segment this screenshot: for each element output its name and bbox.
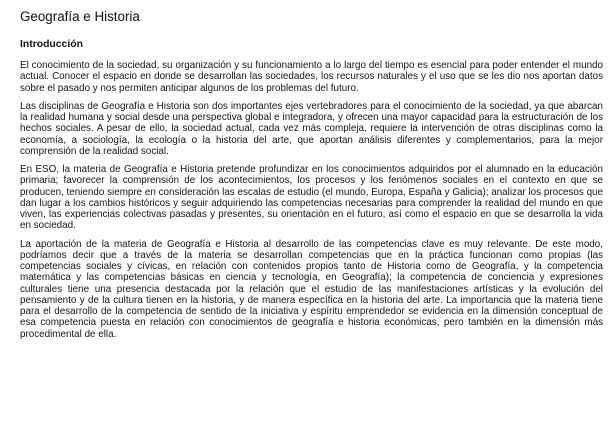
section-heading: Introducción — [20, 39, 83, 50]
page-title: Geografía e Historia — [20, 9, 140, 24]
paragraph: La aportación de la materia de Geografía e Historia al desarrollo de las competencias clave es muy relevante. De este modo, podríamos decir que a través de la materia se desarrollan competencias que en la práctica funcionan como propias (las competencias sociales y cívicas, en relación con contenidos propios tanto de Historia como de Geografía, y la competencia matemática y las competencias básicas en ciencia y tecnología, en Geografía); la competencia de conciencia y expresiones culturales tiene una presencia destacada por la relación que el estudio de las manifestaciones artísticas y la evolución del pensamiento y de la cultura tienen en la historia, y de manera específica en la historia del arte. La importancia que la materia tiene para el desarrollo de la competencia de sentido de la iniciativa y espíritu emprendedor se evidencia en la dimensión conceptual de esa competencia puesta en relación con conocimientos de geografía e historia económicas, pero también en la dimensión más procedimental de ella. — [20, 238, 603, 340]
paragraph: Las disciplinas de Geografía e Historia son dos importantes ejes vertebradores para el conocimiento de la sociedad, ya que abarcan la realidad humana y social desde una perspectiva global e integradora, y ofrecen una mayor capacidad para la estructuración de los hechos sociales. A pesar de ello, la sociedad actual, cada vez más compleja, requiere la intervención de otras disciplinas como la economía, a sociología, la ecología o la historia del arte, que aportan análisis diferentes y complementarios, para la mejor comprensión de la realidad social. — [20, 100, 603, 157]
paragraph: En ESO, la materia de Geografía e Historia pretende profundizar en los conocimientos adquiridos por el alumnado en la educación primaria; favorecer la comprensión de los acontecimientos, los procesos y los fenómenos sociales en el contexto en que se producen, teniendo siempre en consideración las escalas de estudio (el mundo, Europa, España y Galicia); analizar los procesos que dan lugar a los cambios históricos y seguir adquiriendo las competencias necesarias para comprender la realidad del mundo en que viven, las experiencias colectivas pasadas y presentes, su orientación en el futuro, así como el espacio en que se desarrolla la vida en sociedad. — [20, 164, 603, 232]
paragraph: El conocimiento de la sociedad, su organización y su funcionamiento a lo largo del tiempo es esencial para poder entender el mundo actual. Conocer el espacio en donde se desarrollan las sociedades, los recursos naturales y el uso que se les dio nos aportan datos sobre el pasado y nos permiten anticipar algunos de los problemas del futuro. — [20, 60, 603, 94]
document-body — [20, 60, 603, 347]
